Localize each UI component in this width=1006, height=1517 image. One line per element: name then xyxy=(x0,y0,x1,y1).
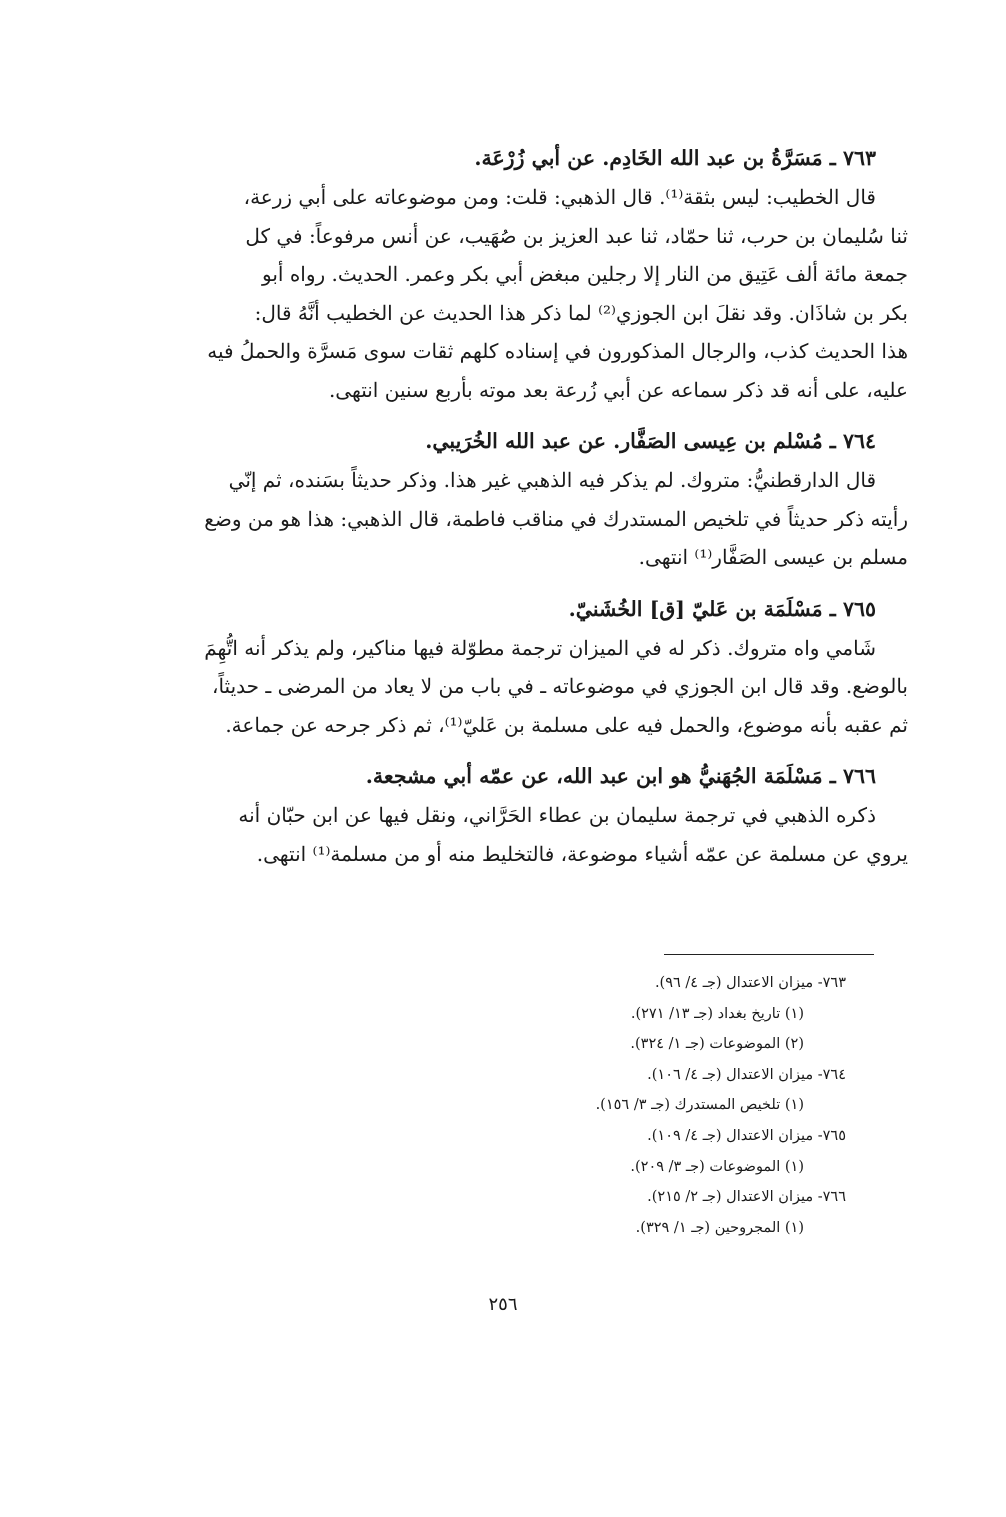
footnote-item: (٢) الموضوعات (جـ ١/ ٣٢٤). xyxy=(630,1036,804,1053)
footnote-item: (١) تاريخ بغداد (جـ ١٣/ ٢٧١). xyxy=(630,1005,804,1022)
entry-line: رأيته ذكر حديثاً في تلخيص المستدرك في مناقب فاطمة، قال الذهبي: هذا هو من وضع xyxy=(204,506,908,531)
entry-line: قال الخطيب: ليس بثقة⁽¹⁾. قال الذهبي: قلت: ومن موضوعاته على أبي زرعة، xyxy=(243,185,876,209)
footnote-item: (١) المجروحين (جـ ١/ ٣٢٩). xyxy=(635,1219,804,1236)
footnote-source: ٧٦٤- ميزان الاعتدال (جـ ٤/ ١٠٦). xyxy=(647,1066,846,1083)
footnote-divider xyxy=(664,954,874,955)
footnote-source: ٧٦٥- ميزان الاعتدال (جـ ٤/ ١٠٩). xyxy=(647,1127,846,1144)
entry-line: جمعة مائة ألف عَتِيق من النار إلا رجلين مبغض أبي بكر وعمر. الحديث. رواه أبو xyxy=(262,262,908,286)
entry-line: مسلم بن عيسى الصَفَّار⁽¹⁾ انتهى. xyxy=(638,545,908,569)
entry-line: قال الدارقطنيُّ: متروك. لم يذكر فيه الذهبي غير هذا. وذكر حديثاً بسَنده، ثم إنّي xyxy=(228,468,876,492)
entry-line: ثم عقبه بأنه موضوع، والحمل فيه على مسلمة بن عَليّ⁽¹⁾، ثم ذكر جرحه عن جماعة. xyxy=(225,712,908,737)
footnote-source: ٧٦٣- ميزان الاعتدال (جـ ٤/ ٩٦). xyxy=(654,975,846,991)
entry-line: ذكره الذهبي في ترجمة سليمان بن عطاء الحَرَّاني، ونقل فيها عن ابن حبّان أنه xyxy=(238,803,876,827)
footnotes xyxy=(596,968,846,1243)
entry-line: بالوضع. وقد قال ابن الجوزي في موضوعاته ـ في باب من لا يعاد من المرضى ـ حديثاً، xyxy=(212,674,908,698)
main-text xyxy=(100,138,908,873)
entry-line: يروي عن مسلمة عن عمّه أشياء موضوعة، فالتخليط منه أو من مسلمة⁽¹⁾ انتهى. xyxy=(256,841,908,866)
page-number: ٢٥٦ xyxy=(488,1294,518,1315)
entry-heading: ٧٦٦ ـ مَسْلَمَة الجُهَنيُّ هو ابن عبد الله، عن عمّه أبي مشجعة. xyxy=(365,764,876,788)
entry-line: هذا الحديث كذب، والرجال المذكورون في إسناده كلهم ثقات سوى مَسرَّة والحملُ فيه xyxy=(207,339,908,363)
entry-line: ثنا سُليمان بن حرب، ثنا حمّاد، ثنا عبد العزيز بن صُهَيب، عن أنس مرفوعاً: في كل xyxy=(245,223,908,248)
footnote-item: (١) تلخيص المستدرك (جـ ٣/ ١٥٦). xyxy=(595,1097,804,1114)
entry-line: عليه، على أنه قد ذكر سماعه عن أبي زُرعة بعد موته بأربع سنين انتهى. xyxy=(328,377,908,402)
footnote-item: (١) الموضوعات (جـ ٣/ ٢٠٩). xyxy=(630,1158,804,1175)
entry-line: بكر بن شاذَان. وقد نقلَ ابن الجوزي⁽²⁾ لما ذكر هذا الحديث عن الخطيب أنَّهُ قال: xyxy=(254,300,908,325)
entry-heading: ٧٦٣ ـ مَسَرَّةُ بن عبد الله الخَادِم. عن أبي زُرْعَة. xyxy=(474,146,876,170)
entry-line: شَامي واه متروك. ذكر له في الميزان ترجمة مطوّلة فيها مناكير، ولم يذكر أنه اتُّهِمَ xyxy=(204,635,876,660)
entry-heading: ٧٦٤ ـ مُسْلم بن عِيسى الصَفَّار. عن عبد الله الخُرَيبي. xyxy=(425,429,876,453)
footnote-source: ٧٦٦- ميزان الاعتدال (جـ ٢/ ٢١٥). xyxy=(647,1189,846,1206)
entry-heading: ٧٦٥ ـ مَسْلَمَة بن عَليّ [ق] الخُشَنيّ. xyxy=(568,596,876,621)
